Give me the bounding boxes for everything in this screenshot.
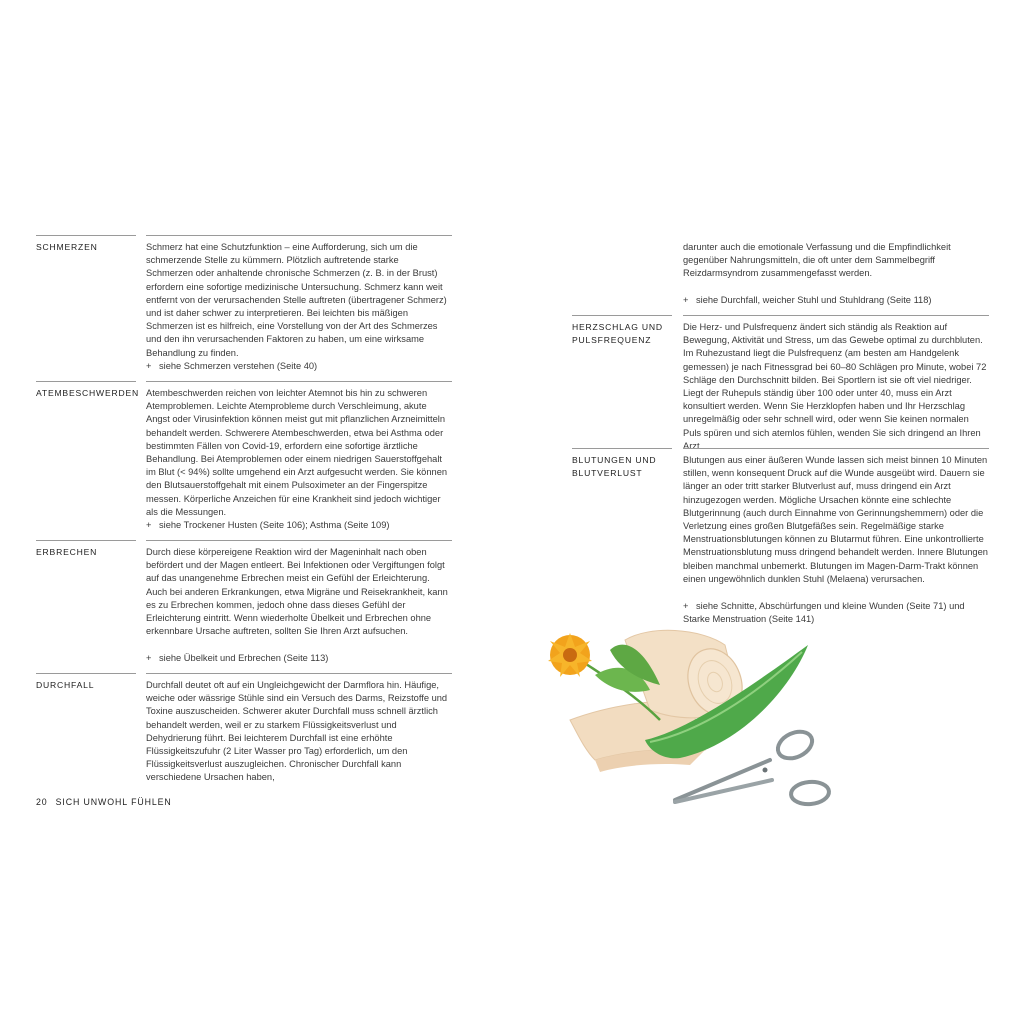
chapter-title: SICH UNWOHL FÜHLEN <box>55 797 172 807</box>
ref-erbrechen[interactable] <box>146 652 448 665</box>
plus-icon: + <box>683 295 689 305</box>
page-footer <box>36 797 172 807</box>
ref-text: siehe Trockener Husten (Seite 106); Asthma (Seite 109) <box>159 520 390 530</box>
body-rule <box>146 540 452 541</box>
body-schmerzen: Schmerz hat eine Schutzfunktion – eine Aufforderung, sich um die schmerzende Stelle zu kümmern. Plötzlich auftretende starke Schmerzen oder anhaltende chronische Schmerzen (z. B. in der Brust) erfordern eine sofortige medizinische Untersuchung. Schmerz kann weit entfernt von der verursachenden Stelle auftreten (übertragener Schmerz) und ist daher schwer zu interpretieren. Bei leichten bis mäßigen Schmerzen ist es hilfreich, eine Vorstellung von der Art des Schmerzes und den ihn verursachenden Faktoren zu haben, um eine wirksame Behandlung zu finden. <box>146 242 447 358</box>
heading-erbrechen: ERBRECHEN <box>36 547 98 557</box>
heading-herzschlag: HERZSCHLAG UND PULSFREQUENZ <box>572 322 663 345</box>
ref-schmerzen[interactable] <box>146 360 448 373</box>
body-rule <box>146 673 452 674</box>
ref-atembeschwerden[interactable] <box>146 519 448 532</box>
ref-text: siehe Schmerzen verstehen (Seite 40) <box>159 361 318 371</box>
plus-icon: + <box>146 520 152 530</box>
plus-icon: + <box>146 361 152 371</box>
heading-rule <box>36 540 136 541</box>
first-aid-illustration <box>540 610 840 820</box>
heading-rule <box>36 673 136 674</box>
plus-icon: + <box>146 653 152 663</box>
body-durchfall: Durchfall deutet oft auf ein Ungleichgewicht der Darmflora hin. Häufige, weiche oder wässrige Stühle sind ein Versuch des Darms, Reizstoffe und Toxine auszuscheiden. Schwerer akuter Durchfall muss schnell ärztlich behandelt werden, weil er zu starkem Flüssigkeitsverlust und Dehydrierung führt. Bei leichterem Durchfall ist eine erhöhte Flüssigkeitszufuhr (2 Liter Wasser pro Tag) erforderlich, um den Flüssigkeitsverlust auszugleichen. Chronischer Durchfall kann verschiedene Ursachen haben, <box>146 680 448 783</box>
body-herzschlag: Die Herz- und Pulsfrequenz ändert sich ständig als Reaktion auf Bewegung, Aktivität und Stress, um das Gewebe optimal zu durchbluten. Im Ruhezustand liegt die Pulsfrequenz (am besten am Handgelenk gemessen) je nach Fitnessgrad bei 60–80 Schlägen pro Minute, wobei 72 Schläge den Durchschnitt bilden. Bei Sportlern ist sie oft viel niedriger. Liegt der Ruhepuls ständig über 100 oder unter 40, muss ein Arzt konsultiert werden. Wenn Sie Herzklopfen haben und Ihr Herzschlag unregelmäßig oder sehr schnell wird, oder wenn Sie keinen normalen Puls spüren und sich atemlos fühlen, wenden Sie sich dringend an Ihren Arzt. <box>683 322 987 451</box>
plus-icon: + <box>683 601 689 611</box>
heading-rule <box>572 315 672 316</box>
heading-atembeschwerden: ATEMBESCHWERDEN <box>36 388 140 398</box>
page-number: 20 <box>36 797 48 807</box>
heading-blutungen: BLUTUNGEN UND BLUTVERLUST <box>572 455 657 478</box>
body-blutungen: Blutungen aus einer äußeren Wunde lassen sich meist binnen 10 Minuten stillen, wenn konsequent Druck auf die Wunde ausgeübt wird. Dauern sie länger an oder tritt starker Blutverlust auf, muss dringend ein Arzt hinzugezogen werden. Mögliche Ursachen könnte eine schlechte Blutgerinnung (auch durch Einnahme von Gerinnungshemmern) oder die Verletzung eines großen Blutgefäßes sein. Regelmäßige starke Menstruationsblutungen können zu Blutarmut führen. Eine unkontrollierte Menstruationsblutung muss dringend behandelt werden. Innere Blutungen bleiben manchmal unbemerkt. Blutungen im Magen-Darm-Trakt können einen ungewöhnlich dunklen Stuhl (Melaena) verursachen. <box>683 455 988 584</box>
body-erbrechen: Durch diese körpereigene Reaktion wird der Mageninhalt nach oben befördert und der Magen entleert. Bei Infektionen oder Vergiftungen folgt auf das unangenehme Erbrechen meist ein Gefühl der Erleichterung. Auch bei anderen Erkrankungen, etwa Migräne und Reisekrankheit, kann es zu Erbrechen kommen, jedoch ohne dass dieses Gefühl der Erleichterung eintritt. Wenn wiederholte Übelkeit und Erbrechen ohne erkennbare Ursache auftreten, sollten Sie Ihren Arzt aufsuchen. <box>146 547 448 637</box>
ref-text: siehe Schnitte, Abschürfungen und kleine Wunden (Seite 71) und Starke Menstruation (Seite 141) <box>683 601 965 625</box>
body-rule <box>683 315 989 316</box>
body-rule <box>146 235 452 236</box>
heading-rule <box>572 448 672 449</box>
heading-rule <box>36 381 136 382</box>
body-rule <box>146 381 452 382</box>
body-atembeschwerden: Atembeschwerden reichen von leichter Atemnot bis hin zu schweren Atemproblemen. Leichte Atemprobleme durch Verschleimung, akute Angst oder Virusinfektion können meist gut mit pflanzlichen Arzneimitteln behandelt werden. Schwerere Atembeschwerden, etwa bei Asthma oder bestimmten Fällen von Covid-19, erfordern eine sofortige ärztliche Behandlung. Bei Atemproblemen oder einem niedrigen Sauerstoffgehalt im Blut (< 94%) sollte umgehend ein Arzt aufgesucht werden. Sie können den Blutsauerstoffgehalt mit einem Pulsoximeter an der Fingerspitze messen. Körperliche Anzeichen für eine Krankheit sind jedoch wichtiger als die Messungen. <box>146 388 448 517</box>
durchfall-continuation: darunter auch die emotionale Verfassung und die Empfindlichkeit gegenüber Nahrungsmitteln, die oft unter dem Sammelbegriff Reizdarmsyndrom zusammengefasst werden. <box>683 242 951 279</box>
ref-text: siehe Durchfall, weicher Stuhl und Stuhldrang (Seite 118) <box>696 295 932 305</box>
heading-rule <box>36 235 136 236</box>
heading-durchfall: DURCHFALL <box>36 680 95 690</box>
body-rule <box>683 448 989 449</box>
heading-schmerzen: SCHMERZEN <box>36 242 98 252</box>
ref-text: siehe Übelkeit und Erbrechen (Seite 113) <box>159 653 329 663</box>
ref-durchfall[interactable] <box>683 294 989 307</box>
